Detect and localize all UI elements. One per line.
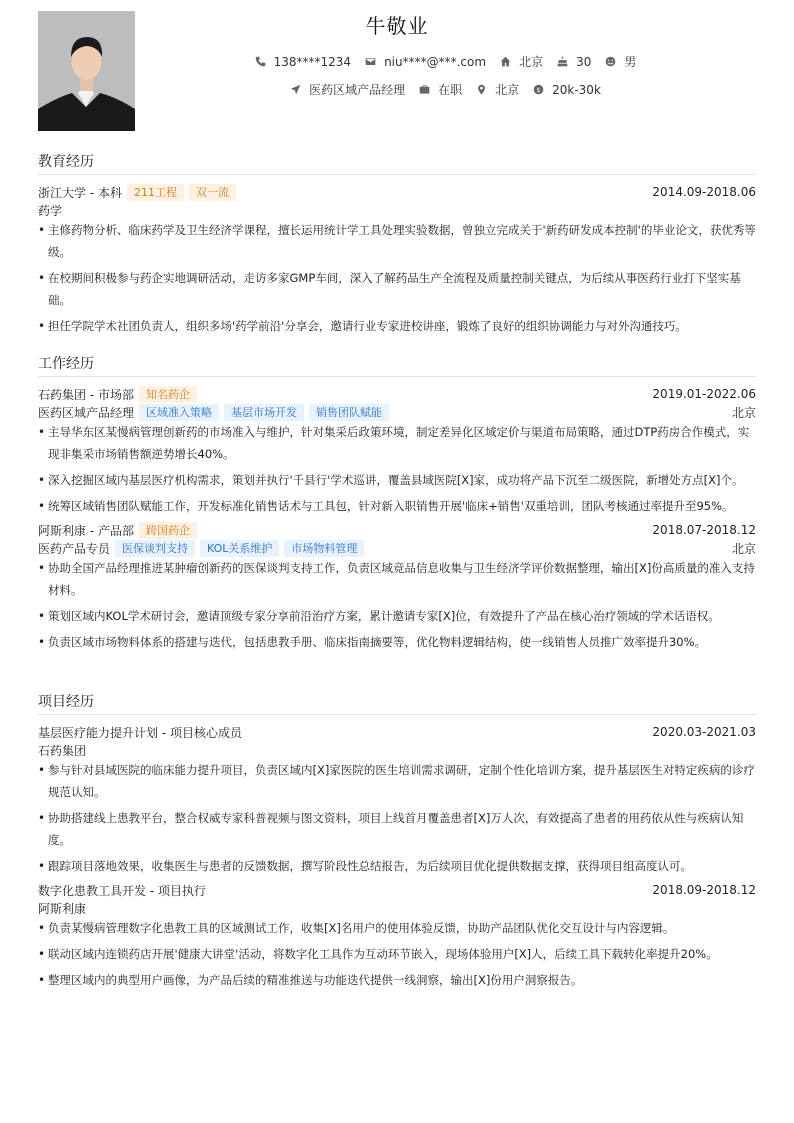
entry-date: 2018.09-2018.12 (652, 883, 756, 897)
school-tag: 双一流 (189, 184, 236, 201)
send-icon (290, 84, 301, 95)
bullet-list (38, 421, 756, 517)
list-item: • 主导华东区某慢病管理创新药的市场准入与维护，针对集采后政策环境，制定差异化区域定价与渠道布局策略，通过DTP药房合作模式，实现非集采市场销售额逆势增长40%。 (38, 421, 756, 465)
skill-tag: 市场物料管理 (284, 540, 364, 557)
skill-tag: 基层市场开发 (224, 404, 304, 421)
project-entry (38, 723, 756, 877)
section-title: 工作经历 (38, 353, 756, 377)
skill-tag: 区域准入策略 (139, 404, 219, 421)
entry-date: 2019.01-2022.06 (652, 387, 756, 401)
section-title: 教育经历 (38, 151, 756, 175)
employment-status-item: 在职 (419, 81, 462, 98)
gender-icon (605, 56, 616, 67)
entry-date: 2020.03-2021.03 (652, 725, 756, 739)
role-name: 医药产品专员 (38, 541, 111, 556)
job-intent-row (135, 81, 756, 98)
section-title: 项目经历 (38, 691, 756, 715)
list-item: • 整理区域内的典型用户画像，为产品后续的精准推送与功能迭代提供一线洞察，输出[X]份用户洞察报告。 (38, 969, 756, 991)
list-item: • 协助搭建线上患教平台，整合权威专家科普视频与图文资料，项目上线首月覆盖患者[X]万人次，有效提高了患者的用药依从性与疾病认知度。 (38, 807, 756, 851)
age-item: 30 (557, 55, 591, 69)
bullet-list (38, 557, 756, 653)
list-item: • 主修药物分析、临床药学及卫生经济学课程，擅长运用统计学工具处理实验数据，曾独立完成关于'新药研发成本控制'的毕业论文，获优秀等级。 (38, 219, 756, 263)
work-city: 北京 (731, 541, 756, 556)
school-name: 浙江大学 - 本科 (38, 185, 122, 200)
role-name: 医药区域产品经理 (38, 405, 135, 420)
list-item: • 跟踪项目落地效果，收集医生与患者的反馈数据，撰写阶段性总结报告，为后续项目优化提供数据支撑，获得项目组高度认可。 (38, 855, 756, 877)
contact-info-row (135, 53, 756, 70)
mail-icon (365, 56, 376, 67)
list-item: • 联动区域内连锁药店开展'健康大讲堂'活动，将数字化工具作为互动环节嵌入，现场体验用户[X]人，后续工具下载转化率提升20%。 (38, 943, 756, 965)
bullet-list (38, 219, 756, 337)
phone-icon (255, 56, 266, 67)
list-item: • 参与针对县域医院的临床能力提升项目，负责区域内[X]家医院的医生培训需求调研，定制个性化培训方案，提升基层医生对特定疾病的诊疗规范认知。 (38, 759, 756, 803)
list-item: • 负责某慢病管理数字化患教工具的区域测试工作，收集[X]名用户的使用体验反馈，协助产品团队优化交互设计与内容逻辑。 (38, 917, 756, 939)
cake-icon (557, 56, 568, 67)
briefcase-icon (419, 84, 430, 95)
project-entry (38, 881, 756, 991)
projects-section (38, 691, 756, 995)
skill-tag: KOL关系维护 (200, 540, 279, 557)
bullet-list (38, 759, 756, 877)
entry-date: 2014.09-2018.06 (652, 185, 756, 199)
work-city: 北京 (731, 405, 756, 420)
entry-date: 2018.07-2018.12 (652, 523, 756, 537)
candidate-name: 牛敬业 (365, 14, 429, 38)
gender-item: 男 (605, 53, 636, 70)
target-position-item: 医药区域产品经理 (290, 81, 405, 98)
home-item: 北京 (500, 53, 543, 70)
company-name: 石药集团 - 市场部 (38, 387, 134, 402)
work-entry (38, 521, 756, 653)
list-item: • 协助全国产品经理推进某肿瘤创新药的医保谈判支持工作，负责区域竞品信息收集与卫生经济学评价数据整理，输出[X]份高质量的准入支持材料。 (38, 557, 756, 601)
work-section (38, 353, 756, 657)
work-entry (38, 385, 756, 517)
project-org: 石药集团 (38, 743, 87, 758)
list-item: • 在校期间积极参与药企实地调研活动，走访多家GMP车间，深入了解药品生产全流程及质量控制关键点，为后续从事医药行业打下坚实基础。 (38, 267, 756, 311)
major: 药学 (38, 203, 63, 218)
education-entry (38, 183, 756, 337)
list-item: • 担任学院学术社团负责人，组织多场'药学前沿'分享会，邀请行业专家进校讲座，锻炼了良好的组织协调能力与对外沟通技巧。 (38, 315, 756, 337)
list-item: • 深入挖掘区域内基层医疗机构需求，策划并执行'千县行'学术巡讲，覆盖县域医院[X]家，成功将产品下沉至二级医院，新增处方点[X]个。 (38, 469, 756, 491)
home-icon (500, 56, 511, 67)
list-item: • 统筹区域销售团队赋能工作，开发标准化销售话术与工具包，针对新入职销售开展'临床+销售'双重培训，团队考核通过率提升至95%。 (38, 495, 756, 517)
skill-tag: 销售团队赋能 (309, 404, 389, 421)
company-tag: 知名药企 (139, 386, 197, 403)
location-icon (476, 84, 487, 95)
bullet-list (38, 917, 756, 991)
svg-text:$: $ (536, 86, 541, 94)
company-name: 阿斯利康 - 产品部 (38, 523, 134, 538)
target-city-item: 北京 (476, 81, 519, 98)
skill-tag: 医保谈判支持 (115, 540, 195, 557)
phone-item: 138****1234 (255, 55, 351, 69)
salary-item: $ 20k-30k (533, 83, 601, 97)
company-tag: 跨国药企 (139, 522, 197, 539)
list-item: • 负责区域市场物料体系的搭建与迭代，包括患教手册、临床指南摘要等，优化物料逻辑结构，使一线销售人员推广效率提升30%。 (38, 631, 756, 653)
education-section (38, 151, 756, 341)
list-item: • 策划区域内KOL学术研讨会，邀请顶级专家分享前沿治疗方案，累计邀请专家[X]位，有效提升了产品在核心治疗领域的学术话语权。 (38, 605, 756, 627)
email-item: niu****@***.com (365, 55, 486, 69)
project-name: 数字化患教工具开发 - 项目执行 (38, 883, 206, 898)
project-org: 阿斯利康 (38, 901, 87, 916)
school-tag: 211工程 (127, 184, 184, 201)
project-name: 基层医疗能力提升计划 - 项目核心成员 (38, 725, 242, 740)
salary-icon (533, 84, 544, 95)
